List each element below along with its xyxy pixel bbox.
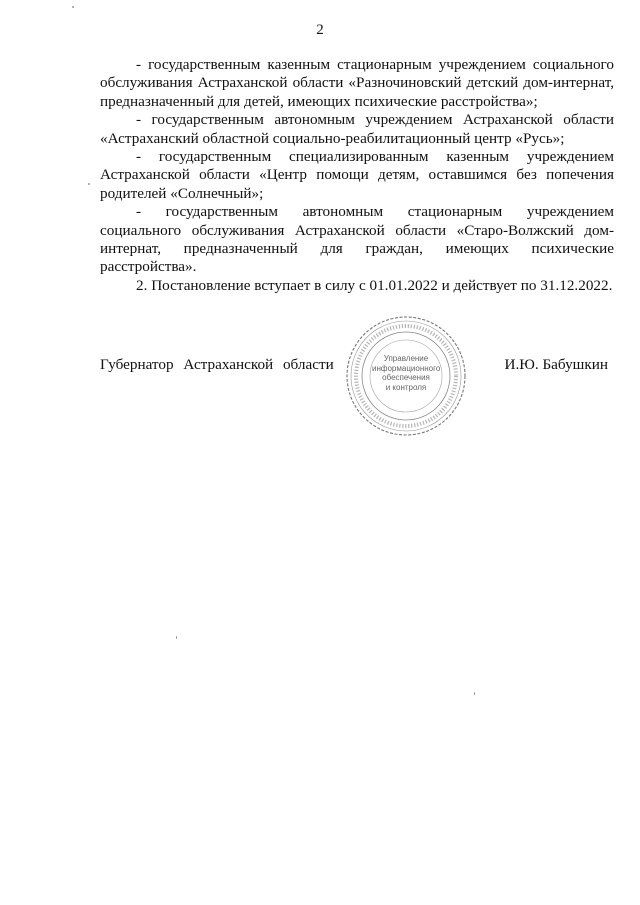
signatory-title: Губернатор Астраханской области: [100, 356, 334, 373]
seal-line: информационного: [372, 363, 441, 373]
list-item-paragraph: - государственным казенным стационарным учреждением социального обслуживания Астраханской области «Разночиновский детский дом-интернат, предназначенный для детей, имеющих психические расстройства»;: [100, 56, 614, 110]
signature-block: [100, 356, 614, 380]
list-item-paragraph: - государственным автономным стационарным учреждением социального обслуживания Астраханской области «Старо-Волжский дом-интернат, предназначенный для граждан, имеющих психические расстройства».: [100, 203, 614, 276]
document-body: [100, 56, 614, 295]
scan-speck: [474, 692, 475, 695]
list-item-paragraph: - государственным специализированным казенным учреждением Астраханской области «Центр помощи детям, оставшимся без попечения родителей «Солнечный»;: [100, 148, 614, 202]
page-number: 2: [316, 22, 324, 38]
effective-date-paragraph: 2. Постановление вступает в силу с 01.01.2022 и действует по 31.12.2022.: [136, 276, 613, 294]
scan-speck: [176, 636, 177, 639]
seal-line: обеспечения: [382, 373, 430, 382]
list-item-paragraph: - государственным автономным учреждением Астраханской области «Астраханский областной социально-реабилитационный центр «Русь»;: [100, 111, 614, 147]
scan-speck: [88, 183, 90, 185]
seal-line: Управление: [383, 354, 429, 363]
signatory-name: И.Ю. Бабушкин: [504, 356, 608, 373]
seal-line: и контроля: [385, 382, 427, 392]
scan-speck: [72, 6, 74, 8]
